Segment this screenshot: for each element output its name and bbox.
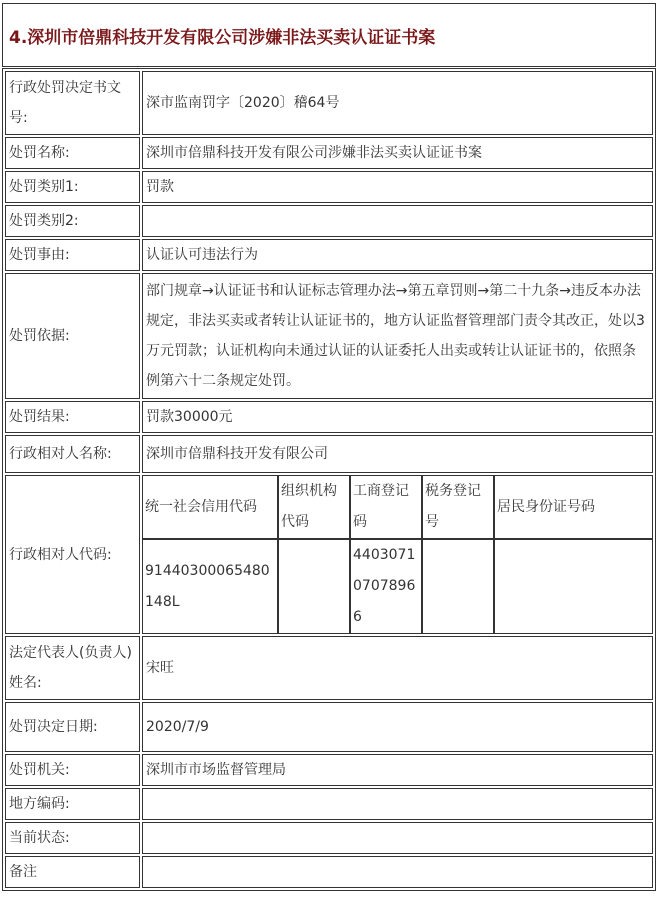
category1-value: 罚款 xyxy=(142,171,653,203)
value-id-number xyxy=(494,539,653,634)
table-row xyxy=(5,401,653,433)
table-row xyxy=(5,754,653,786)
party-name-label: 行政相对人名称: xyxy=(5,435,140,473)
party-code-table xyxy=(142,475,653,634)
name-label: 处罚名称: xyxy=(5,137,140,169)
table-row xyxy=(5,636,653,700)
category2-value xyxy=(142,205,653,237)
table-row xyxy=(5,171,653,203)
legal-rep-label: 法定代表人(负责人)姓名: xyxy=(5,636,140,700)
name-value: 深圳市倍鼎科技开发有限公司涉嫌非法买卖认证证书案 xyxy=(142,137,653,169)
value-org-code xyxy=(278,539,350,634)
note-value xyxy=(142,856,653,888)
table-row xyxy=(5,856,653,888)
case-title: 4.深圳市倍鼎科技开发有限公司涉嫌非法买卖认证证书案 xyxy=(2,3,656,67)
table-row xyxy=(5,205,653,237)
result-value: 罚款30000元 xyxy=(142,401,653,433)
category2-label: 处罚类别2: xyxy=(5,205,140,237)
table-row xyxy=(142,539,653,634)
table-row xyxy=(5,475,653,634)
status-value xyxy=(142,822,653,854)
case-table xyxy=(2,68,656,891)
table-row xyxy=(5,239,653,271)
value-business-reg: 440307107078966 xyxy=(350,539,422,634)
table-row xyxy=(5,273,653,399)
date-label: 处罚决定日期: xyxy=(5,702,140,752)
party-code-label: 行政相对人代码: xyxy=(5,475,140,634)
date-value: 2020/7/9 xyxy=(142,702,653,752)
header-business-reg: 工商登记码 xyxy=(350,475,422,539)
table-row xyxy=(142,475,653,539)
value-tax-reg xyxy=(422,539,494,634)
header-tax-reg: 税务登记号 xyxy=(422,475,494,539)
status-label: 当前状态: xyxy=(5,822,140,854)
header-org-code: 组织机构代码 xyxy=(278,475,350,539)
header-id-number: 居民身份证号码 xyxy=(494,475,653,539)
party-name-value: 深圳市倍鼎科技开发有限公司 xyxy=(142,435,653,473)
authority-label: 处罚机关: xyxy=(5,754,140,786)
note-label: 备注 xyxy=(5,856,140,888)
basis-label: 处罚依据: xyxy=(5,273,140,399)
reason-value: 认证认可违法行为 xyxy=(142,239,653,271)
party-code-grid xyxy=(142,475,653,634)
basis-value: 部门规章→认证证书和认证标志管理办法→第五章罚则→第二十九条→违反本办法规定，非法买卖或者转让认证证书的，地方认证监督管理部门责令其改正，处以3万元罚款；认证机构向未通过认证的认证委托人出卖或转让认证证书的，依照条例第六十二条规定处罚。 xyxy=(142,273,653,399)
doc-no-value: 深市监南罚字〔2020〕稽64号 xyxy=(142,71,653,135)
authority-value: 深圳市市场监督管理局 xyxy=(142,754,653,786)
table-row xyxy=(5,822,653,854)
header-credit-code: 统一社会信用代码 xyxy=(142,475,278,539)
doc-no-label: 行政处罚决定书文号: xyxy=(5,71,140,135)
table-row xyxy=(5,788,653,820)
category1-label: 处罚类别1: xyxy=(5,171,140,203)
value-credit-code: 91440300065480148L xyxy=(142,539,278,634)
table-row xyxy=(5,435,653,473)
table-row xyxy=(5,71,653,135)
legal-rep-value: 宋旺 xyxy=(142,636,653,700)
result-label: 处罚结果: xyxy=(5,401,140,433)
region-code-value xyxy=(142,788,653,820)
table-row xyxy=(5,702,653,752)
reason-label: 处罚事由: xyxy=(5,239,140,271)
region-code-label: 地方编码: xyxy=(5,788,140,820)
table-row xyxy=(5,137,653,169)
